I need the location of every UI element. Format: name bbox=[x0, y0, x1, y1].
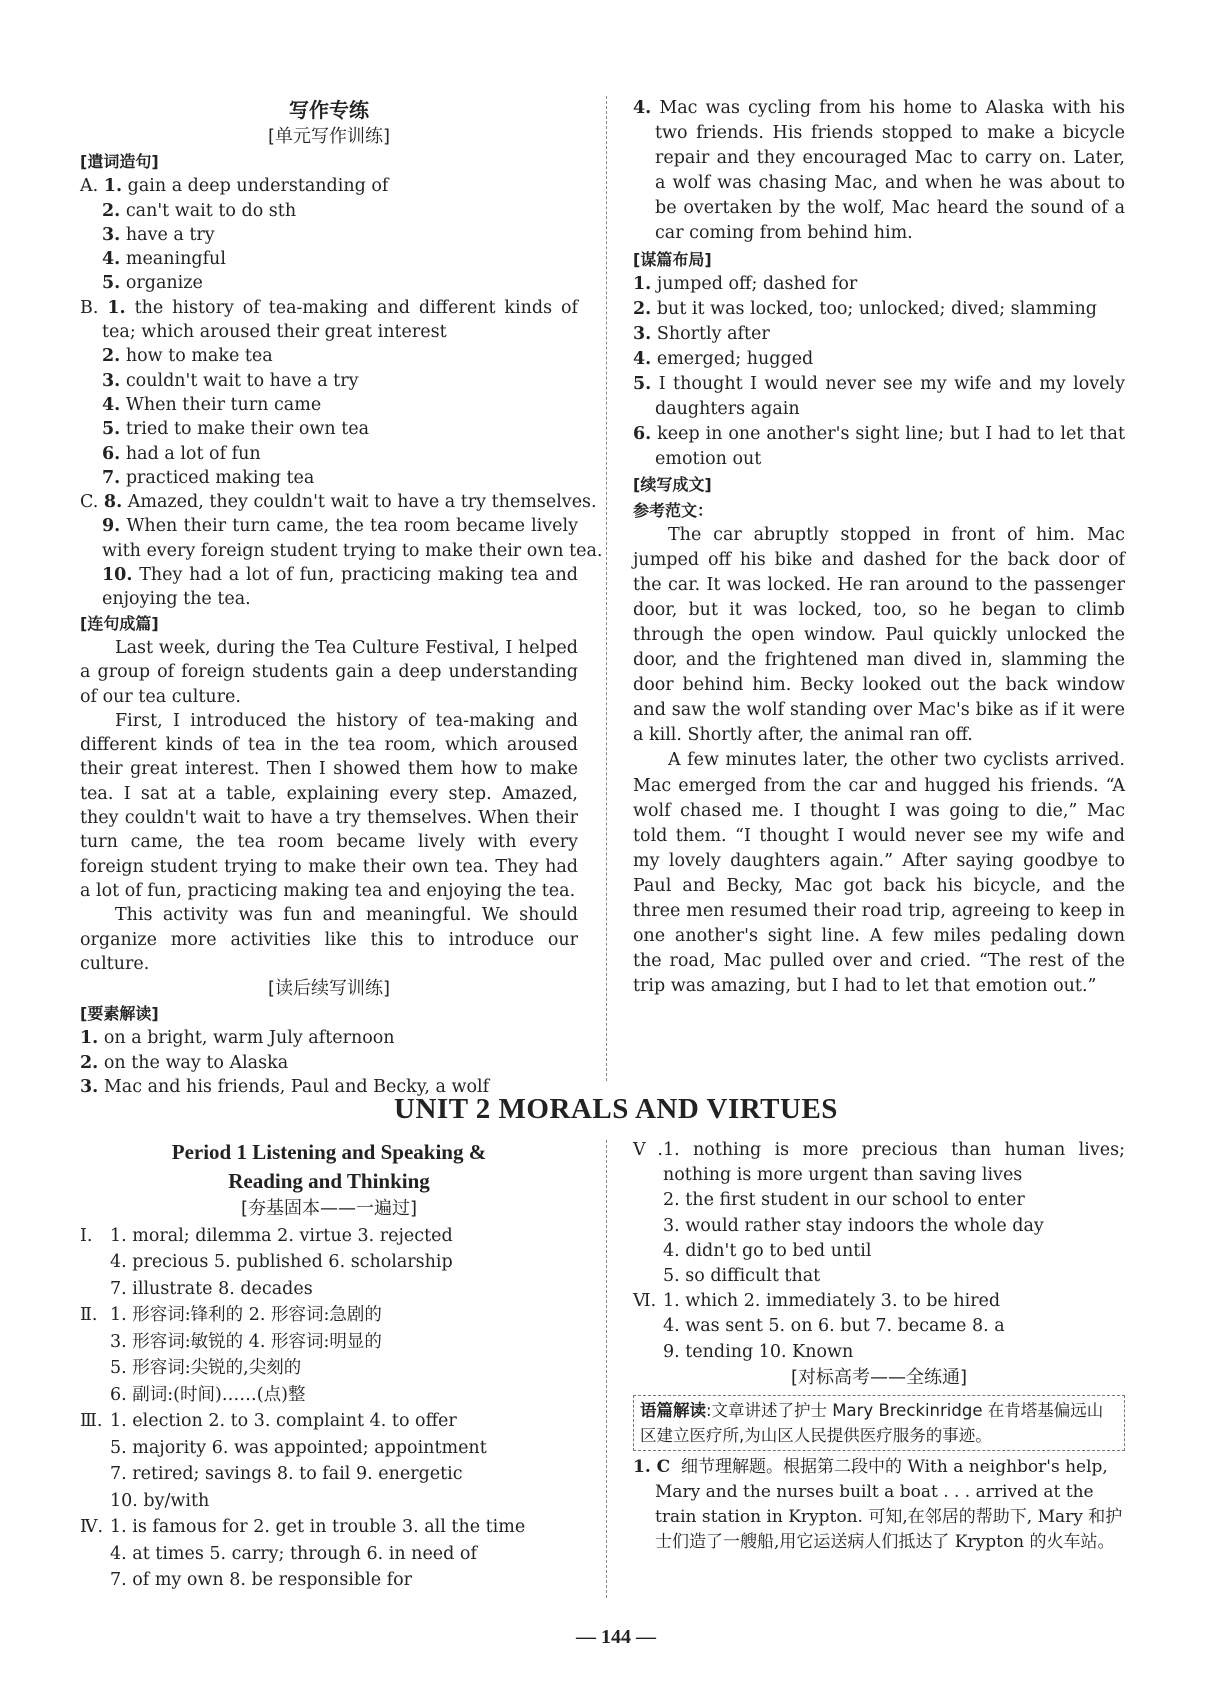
answer-b3: 3. couldn't wait to have a try bbox=[102, 370, 359, 391]
element-1: 1. on a bright, warm July afternoon bbox=[80, 1028, 395, 1049]
section-5-item4: 4. didn't go to bed until bbox=[663, 1240, 872, 1261]
continuation-training-heading: [读后续写训练] bbox=[267, 978, 391, 1000]
section-2-line2: 3. 形容词:敏锐的 4. 形容词:明显的 bbox=[110, 1331, 382, 1352]
continue-writing-heading: [续写成文] bbox=[633, 475, 712, 495]
left-column-bottom bbox=[80, 1138, 578, 1594]
answer-b5: 5. tried to make their own tea bbox=[102, 419, 370, 440]
layout-6-line2: emotion out bbox=[655, 449, 762, 470]
layout-6-line1: 6. keep in one another's sight line; but I had to let that bbox=[633, 424, 1125, 445]
layout-heading: [谋篇布局] bbox=[633, 249, 712, 269]
word-choice-heading: [遣词造句] bbox=[80, 152, 159, 171]
right-column-bottom bbox=[633, 1138, 1125, 1555]
answer-b1-line2: tea; which aroused their great interest bbox=[102, 322, 447, 343]
passage-analysis-box bbox=[633, 1395, 1125, 1451]
section-2-line3: 5. 形容词:尖锐的,尖刻的 bbox=[110, 1358, 302, 1378]
section-1-line3: 7. illustrate 8. decades bbox=[110, 1278, 313, 1299]
column-divider-bottom bbox=[606, 1140, 607, 1598]
answer-c8: C. 8. Amazed, they couldn't wait to have a try themselves. bbox=[80, 492, 597, 513]
answer-1: 1. C 细节理解题。根据第二段中的 With a neighbor's help, Mary and the nurses built a boat . . . arrived at the train station in Krypton. 可知,在邻居的帮助下, Mary 和护士们造了一艘船,用它运送病人们抵达了 Krypton 的火车站。 bbox=[633, 1456, 1123, 1552]
section-4-line2: 4. at times 5. carry; through 6. in need of bbox=[110, 1543, 477, 1564]
essay-paragraph-2: First, I introduced the history of tea-making and different kinds of tea in the tea room, which aroused their great interest. Then I showed them how to make tea. I sat at a table, explaining every step. Amazed, they couldn't wait to have a try themselves. When their turn came, the tea room became lively with every foreign student trying to make their own tea. They had a lot of fun, practicing making tea and enjoying the tea. bbox=[80, 710, 578, 901]
section-1-line1: Ⅰ. 1. moral; dilemma 2. virtue 3. rejected bbox=[80, 1225, 453, 1246]
essay-paragraph-1: Last week, during the Tea Culture Festival, I helped a group of foreign students gain a deep understanding of our tea culture. bbox=[80, 637, 578, 707]
exam-heading: [对标高考——全练通] bbox=[790, 1366, 968, 1388]
section-2-line1: Ⅱ. 1. 形容词:锋利的 2. 形容词:急剧的 bbox=[80, 1305, 382, 1325]
section-5-item2: 2. the first student in our school to enter bbox=[663, 1190, 1025, 1211]
element-4-rest: two friends. His friends stopped to make a bicycle repair and they encouraged Mac to carry on. Later, a wolf was chasing Mac, and when he was about to be overtaken by the wolf, Mac heard the sound of a car coming from behind him. bbox=[655, 123, 1125, 244]
column-divider-top bbox=[606, 96, 607, 1081]
section-1-line2: 4. precious 5. published 6. scholarship bbox=[110, 1252, 453, 1272]
unit-title: UNIT 2 MORALS AND VIRTUES bbox=[394, 1093, 838, 1125]
layout-1: 1. jumped off; dashed for bbox=[633, 273, 858, 294]
unit-writing-training-heading: [单元写作训练] bbox=[267, 126, 391, 147]
layout-3: 3. Shortly after bbox=[633, 323, 770, 344]
section-5-item5: 5. so difficult that bbox=[663, 1266, 821, 1287]
page-number: — 144 — bbox=[576, 1626, 656, 1648]
element-4-line1: 4. Mac was cycling from his home to Alaska with his bbox=[633, 98, 1125, 118]
element-2: 2. on the way to Alaska bbox=[80, 1052, 289, 1073]
layout-5-line1: 5. I thought I would never see my wife and my lovely bbox=[633, 374, 1125, 395]
section-6-line2: 4. was sent 5. on 6. but 7. became 8. a bbox=[663, 1316, 1005, 1337]
section-3-line2: 5. majority 6. was appointed; appointment bbox=[110, 1437, 487, 1458]
layout-2: 2. but it was locked, too; unlocked; dived; slamming bbox=[633, 298, 1097, 319]
section-5-line2: nothing is more urgent than saving lives bbox=[663, 1165, 1023, 1186]
writing-title: 写作专练 bbox=[289, 98, 369, 122]
section-3-line4: 10. by/with bbox=[110, 1490, 210, 1511]
section-5-item3: 3. would rather stay indoors the whole day bbox=[663, 1215, 1044, 1236]
answer-c9-line2: with every foreign student trying to make their own tea. bbox=[102, 540, 603, 561]
section-6-line1: Ⅵ. 1. which 2. immediately 3. to be hired bbox=[633, 1291, 1001, 1312]
section-4-line3: 7. of my own 8. be responsible for bbox=[110, 1570, 412, 1590]
section-3-line3: 7. retired; savings 8. to fail 9. energetic bbox=[110, 1464, 463, 1484]
answer-b6: 6. had a lot of fun bbox=[102, 443, 261, 464]
layout-5-line2: daughters again bbox=[655, 399, 800, 420]
period-title-line1: Period 1 Listening and Speaking & bbox=[171, 1140, 487, 1164]
answer-a4: 4. meaningful bbox=[102, 249, 226, 270]
section-5-line1: Ⅴ.1. nothing is more precious than human lives; bbox=[633, 1140, 1125, 1160]
elements-heading: [要素解读] bbox=[80, 1004, 159, 1024]
passage-analysis-text: :文章讲述了护士 Mary Breckinridge 在肯塔基偏远山区建立医疗所,为山区人民提供医疗服务的事迹。 bbox=[640, 1400, 1104, 1445]
answer-a2: 2. can't wait to do sth bbox=[102, 200, 297, 221]
answer-b4: 4. When their turn came bbox=[102, 394, 322, 415]
essay-paragraph-3: This activity was fun and meaningful. We should organize more activities like this to introduce our culture. bbox=[80, 905, 578, 974]
passage-analysis-label: 语篇解读 bbox=[640, 1400, 706, 1420]
answer-c9-line1: 9. When their turn came, the tea room became lively bbox=[102, 516, 578, 537]
story-paragraph-2: A few minutes later, the other two cyclists arrived. Mac emerged from the car and hugged his friends. “A wolf chased me. I thought I was going to die,” Mac told them. “I thought I would never see my wife and my lovely daughters again.” After saying goodbye to Paul and Becky, Mac got back his bicycle, and the three men resumed their road trip, agreeing to keep in one another's sight line. A few miles pedaling down the road, Mac pulled over and cried. “The rest of the trip was amazing, but I had to let that emotion out.” bbox=[633, 750, 1125, 997]
right-column-top bbox=[633, 96, 1125, 999]
foundation-heading: [夯基固本——一遍过] bbox=[240, 1198, 418, 1219]
answer-c10-line1: 10. They had a lot of fun, practicing making tea and bbox=[102, 565, 578, 586]
layout-4: 4. emerged; hugged bbox=[633, 348, 814, 369]
left-column-top bbox=[80, 96, 603, 1099]
answer-a5: 5. organize bbox=[102, 273, 203, 294]
section-3-line1: Ⅲ. 1. election 2. to 3. complaint 4. to offer bbox=[80, 1411, 457, 1431]
answer-b1-line1: B. 1. the history of tea-making and different kinds of bbox=[80, 297, 578, 318]
answer-c10-line2: enjoying the tea. bbox=[102, 589, 251, 610]
story-paragraph-1: The car abruptly stopped in front of him. Mac jumped off his bike and dashed for the back door of the car. It was locked. He ran around to the passenger door, but it was locked, too, so he began to climb through the open window. Paul quickly unlocked the door, and the frightened man dived in, slamming the door behind him. Becky looked out the back window and saw the wolf standing over Mac's bike as if it were a kill. Shortly after, the animal ran off. bbox=[633, 524, 1125, 746]
section-4-line1: Ⅳ. 1. is famous for 2. get in trouble 3. all the time bbox=[80, 1517, 526, 1537]
answer-b7: 7. practiced making tea bbox=[102, 467, 315, 488]
answer-a1: A. 1. gain a deep understanding of bbox=[80, 176, 389, 197]
reference-essay-label: 参考范文： bbox=[633, 500, 714, 520]
link-sentences-heading: [连句成篇] bbox=[80, 613, 159, 633]
period-title-line2: Reading and Thinking bbox=[228, 1169, 430, 1193]
answer-a3: 3. have a try bbox=[102, 224, 215, 245]
section-2-line4: 6. 副词:(时间)……(点)整 bbox=[110, 1384, 306, 1405]
section-6-line3: 9. tending 10. Known bbox=[663, 1341, 854, 1362]
element-3: 3. Mac and his friends, Paul and Becky, a wolf bbox=[80, 1076, 490, 1097]
answer-b2: 2. how to make tea bbox=[102, 346, 273, 367]
